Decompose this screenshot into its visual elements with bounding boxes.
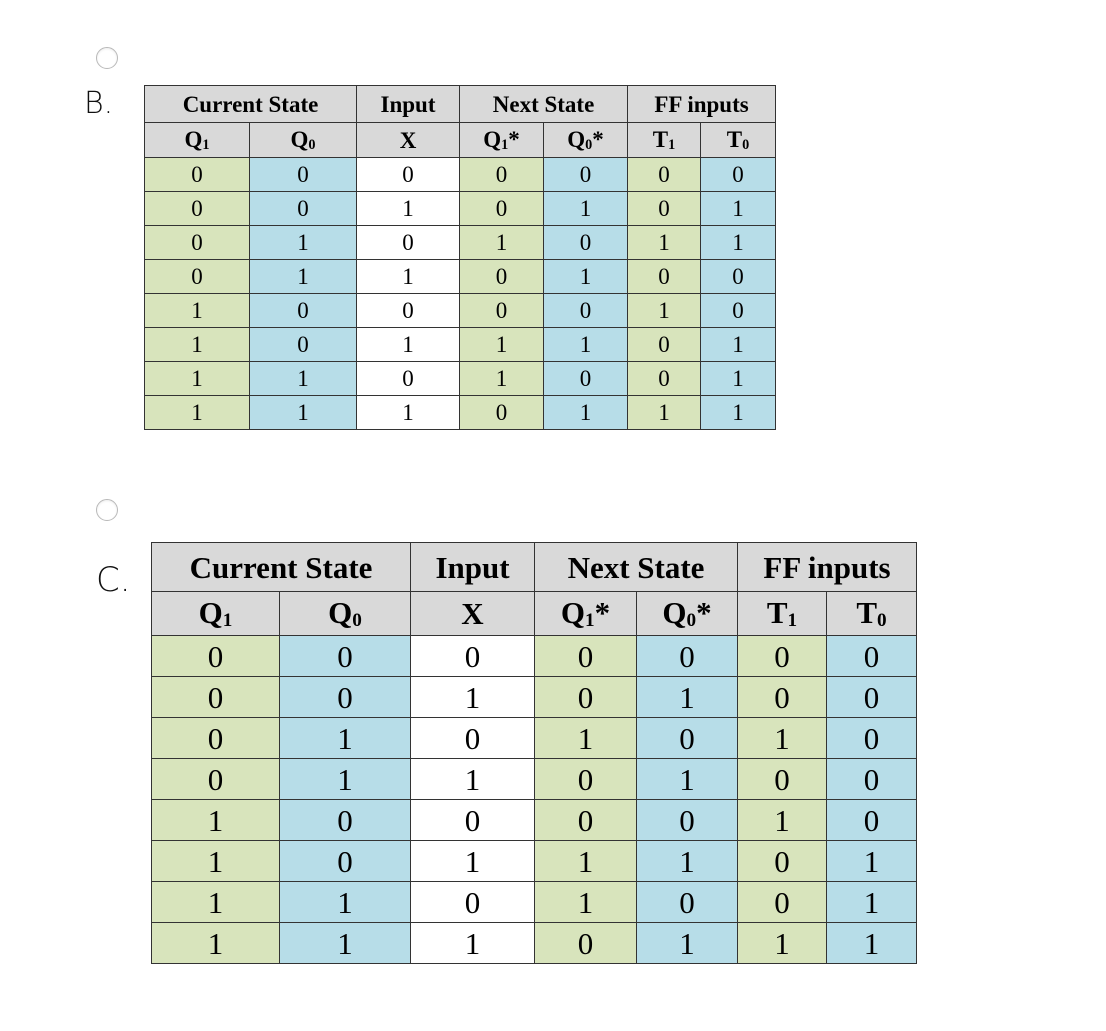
table-cell: 0 xyxy=(411,882,535,923)
column-header-suffix: * xyxy=(508,126,520,152)
table-cell: 0 xyxy=(827,718,917,759)
table-cell: 1 xyxy=(280,923,411,964)
group-header: Next State xyxy=(460,86,628,123)
column-header xyxy=(250,123,357,158)
table-cell: 1 xyxy=(280,718,411,759)
option-b-letter: B. xyxy=(84,86,114,121)
column-header xyxy=(544,123,628,158)
table-cell: 1 xyxy=(701,226,776,260)
table-cell: 0 xyxy=(357,294,460,328)
table-cell: 0 xyxy=(411,718,535,759)
table-cell: 0 xyxy=(152,677,280,718)
table-cell: 0 xyxy=(701,158,776,192)
table-cell: 0 xyxy=(738,759,827,800)
table-cell: 0 xyxy=(637,718,738,759)
column-header-subscript: 0 xyxy=(352,609,362,631)
table-cell: 0 xyxy=(357,158,460,192)
table-cell: 1 xyxy=(152,841,280,882)
table-cell: 1 xyxy=(411,677,535,718)
table-cell: 0 xyxy=(535,923,637,964)
column-header-suffix: * xyxy=(592,126,604,152)
option-c-truth-table xyxy=(151,542,917,964)
table-cell: 1 xyxy=(637,841,738,882)
table-cell: 1 xyxy=(738,923,827,964)
table-cell: 0 xyxy=(628,192,701,226)
table-cell: 0 xyxy=(628,362,701,396)
table-cell: 0 xyxy=(280,677,411,718)
table-cell: 0 xyxy=(152,759,280,800)
group-header: FF inputs xyxy=(628,86,776,123)
table-cell: 0 xyxy=(280,636,411,677)
group-header: Current State xyxy=(152,543,411,592)
column-header-subscript: 0 xyxy=(308,136,316,153)
column-header xyxy=(357,123,460,158)
table-cell: 1 xyxy=(544,192,628,226)
table-cell: 1 xyxy=(701,396,776,430)
group-header: Input xyxy=(411,543,535,592)
table-cell: 0 xyxy=(827,800,917,841)
table-cell: 0 xyxy=(544,294,628,328)
table-cell: 0 xyxy=(152,636,280,677)
table-cell: 0 xyxy=(460,294,544,328)
table-row xyxy=(152,759,917,800)
column-header-subscript: 1 xyxy=(668,136,676,153)
option-b-truth-table xyxy=(144,85,776,430)
column-header-base: Q xyxy=(662,594,687,630)
column-header xyxy=(637,592,738,636)
column-header xyxy=(411,592,535,636)
table-cell: 1 xyxy=(411,759,535,800)
group-header: Current State xyxy=(145,86,357,123)
table-cell: 0 xyxy=(738,882,827,923)
table-row xyxy=(152,718,917,759)
table-cell: 0 xyxy=(827,759,917,800)
column-header-base: Q xyxy=(483,126,502,152)
column-header-subscript: 1 xyxy=(501,136,509,153)
table-row xyxy=(152,636,917,677)
table-cell: 0 xyxy=(280,800,411,841)
column-header-subscript: 0 xyxy=(686,609,697,631)
table-cell: 1 xyxy=(411,923,535,964)
column-header xyxy=(827,592,917,636)
table-cell: 1 xyxy=(628,396,701,430)
column-header-base: Q xyxy=(198,594,223,630)
table-cell: 0 xyxy=(738,677,827,718)
table-cell: 1 xyxy=(357,396,460,430)
table-cell: 1 xyxy=(544,260,628,294)
table-cell: 1 xyxy=(738,718,827,759)
option-b-radio[interactable] xyxy=(96,47,118,69)
table-cell: 1 xyxy=(637,923,738,964)
table-cell: 1 xyxy=(411,841,535,882)
column-header-subscript: 0 xyxy=(877,609,887,631)
table-cell: 1 xyxy=(460,362,544,396)
table-cell: 1 xyxy=(628,226,701,260)
table-cell: 1 xyxy=(535,718,637,759)
table-cell: 0 xyxy=(145,226,250,260)
column-header-base: Q xyxy=(328,594,353,630)
table-cell: 0 xyxy=(628,260,701,294)
table-cell: 0 xyxy=(411,636,535,677)
table-cell: 0 xyxy=(701,260,776,294)
table-cell: 1 xyxy=(250,362,357,396)
column-header xyxy=(280,592,411,636)
table-cell: 0 xyxy=(637,882,738,923)
table-cell: 1 xyxy=(250,260,357,294)
column-header-subscript: 0 xyxy=(742,136,750,153)
table-row xyxy=(145,328,776,362)
table-cell: 0 xyxy=(535,677,637,718)
option-c-radio[interactable] xyxy=(96,499,118,521)
column-header-base: T xyxy=(856,594,878,630)
column-header-base: Q xyxy=(184,126,203,152)
table-cell: 1 xyxy=(152,923,280,964)
table-row xyxy=(152,677,917,718)
table-row xyxy=(145,226,776,260)
table-cell: 1 xyxy=(460,226,544,260)
table-cell: 1 xyxy=(827,882,917,923)
table-cell: 1 xyxy=(145,294,250,328)
table-cell: 0 xyxy=(145,260,250,294)
table-cell: 0 xyxy=(738,636,827,677)
table-row xyxy=(152,882,917,923)
table-cell: 1 xyxy=(544,328,628,362)
table-cell: 0 xyxy=(637,636,738,677)
table-cell: 1 xyxy=(357,260,460,294)
column-header xyxy=(460,123,544,158)
table-cell: 1 xyxy=(152,882,280,923)
table-cell: 1 xyxy=(701,362,776,396)
table-cell: 0 xyxy=(701,294,776,328)
table-cell: 0 xyxy=(628,328,701,362)
column-header xyxy=(145,123,250,158)
group-header: FF inputs xyxy=(738,543,917,592)
table-row xyxy=(145,192,776,226)
table-cell: 1 xyxy=(544,396,628,430)
table-cell: 0 xyxy=(460,158,544,192)
table-cell: 0 xyxy=(145,192,250,226)
table-cell: 1 xyxy=(145,396,250,430)
table-cell: 1 xyxy=(280,759,411,800)
group-header: Next State xyxy=(535,543,738,592)
table-cell: 1 xyxy=(145,362,250,396)
column-header-base: X xyxy=(399,127,417,153)
table-cell: 0 xyxy=(411,800,535,841)
column-header-subscript: 1 xyxy=(202,136,210,153)
column-header-subscript: 1 xyxy=(585,609,595,631)
column-header xyxy=(628,123,701,158)
table-cell: 1 xyxy=(827,923,917,964)
table-cell: 0 xyxy=(535,636,637,677)
table-cell: 0 xyxy=(544,362,628,396)
table-cell: 0 xyxy=(152,718,280,759)
table-cell: 1 xyxy=(152,800,280,841)
table-cell: 1 xyxy=(460,328,544,362)
table-cell: 0 xyxy=(544,158,628,192)
table-row xyxy=(152,841,917,882)
table-cell: 0 xyxy=(357,226,460,260)
group-header: Input xyxy=(357,86,460,123)
table-cell: 0 xyxy=(460,260,544,294)
table-cell: 0 xyxy=(250,158,357,192)
table-cell: 0 xyxy=(827,677,917,718)
table-cell: 1 xyxy=(701,192,776,226)
table-cell: 0 xyxy=(460,396,544,430)
column-header-base: T xyxy=(766,594,788,630)
table-cell: 1 xyxy=(535,882,637,923)
column-header xyxy=(738,592,827,636)
table-row xyxy=(145,158,776,192)
table-row xyxy=(145,396,776,430)
table-cell: 1 xyxy=(637,759,738,800)
table-cell: 1 xyxy=(357,192,460,226)
table-cell: 0 xyxy=(250,328,357,362)
column-header-base: T xyxy=(726,126,743,152)
column-header xyxy=(701,123,776,158)
table-cell: 0 xyxy=(738,841,827,882)
table-cell: 0 xyxy=(827,636,917,677)
table-cell: 1 xyxy=(535,841,637,882)
table-cell: 1 xyxy=(738,800,827,841)
table-cell: 0 xyxy=(535,759,637,800)
table-cell: 0 xyxy=(544,226,628,260)
column-header-base: Q xyxy=(290,126,309,152)
column-header-subscript: 1 xyxy=(787,609,798,631)
column-header-subscript: 1 xyxy=(222,609,233,631)
table-cell: 0 xyxy=(357,362,460,396)
table-cell: 0 xyxy=(250,294,357,328)
column-header-subscript: 0 xyxy=(585,136,593,153)
table-cell: 0 xyxy=(460,192,544,226)
table-cell: 0 xyxy=(535,800,637,841)
table-cell: 0 xyxy=(637,800,738,841)
column-header-base: X xyxy=(461,596,484,631)
table-cell: 0 xyxy=(250,192,357,226)
table-cell: 1 xyxy=(637,677,738,718)
table-cell: 1 xyxy=(628,294,701,328)
option-c-letter: C. xyxy=(96,560,131,600)
table-cell: 1 xyxy=(250,396,357,430)
column-header-suffix: * xyxy=(594,594,611,630)
column-header-suffix: * xyxy=(696,594,712,630)
table-cell: 1 xyxy=(145,328,250,362)
table-cell: 0 xyxy=(145,158,250,192)
table-row xyxy=(145,362,776,396)
column-header-base: Q xyxy=(560,594,585,630)
table-row xyxy=(152,923,917,964)
table-cell: 1 xyxy=(280,882,411,923)
table-row xyxy=(145,260,776,294)
table-cell: 0 xyxy=(280,841,411,882)
table-cell: 0 xyxy=(628,158,701,192)
table-row xyxy=(152,800,917,841)
column-header xyxy=(152,592,280,636)
table-cell: 1 xyxy=(827,841,917,882)
column-header-base: T xyxy=(652,126,669,152)
column-header-base: Q xyxy=(567,126,586,152)
column-header xyxy=(535,592,637,636)
table-cell: 1 xyxy=(250,226,357,260)
table-row xyxy=(145,294,776,328)
table-cell: 1 xyxy=(701,328,776,362)
table-cell: 1 xyxy=(357,328,460,362)
